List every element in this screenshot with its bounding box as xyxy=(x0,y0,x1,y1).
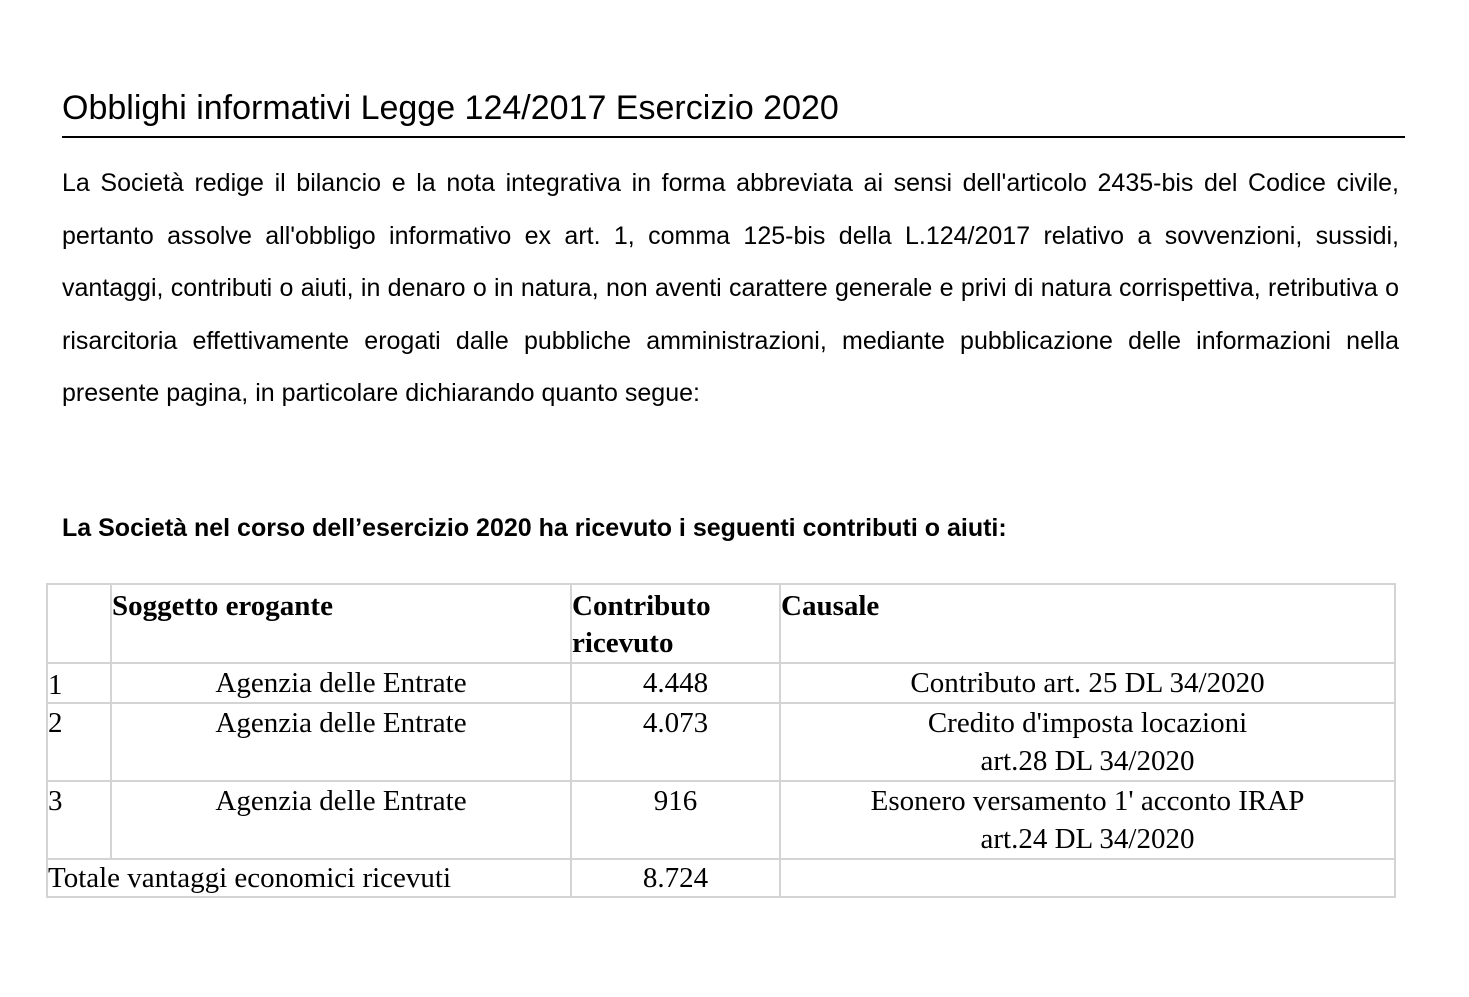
table-row xyxy=(47,781,1395,859)
row-cause: Credito d'imposta locazioni art.28 DL 34/2020 xyxy=(780,703,1395,781)
header-amount: Contributo ricevuto xyxy=(571,584,780,663)
header-cause: Causale xyxy=(780,584,1395,663)
row-subject: Agenzia delle Entrate xyxy=(111,703,571,781)
title-underline xyxy=(62,136,1405,138)
table-row xyxy=(47,663,1395,703)
header-subject: Soggetto erogante xyxy=(111,584,571,663)
page-title: Obblighi informativi Legge 124/2017 Esercizio 2020 xyxy=(62,89,839,127)
row-cause: Esonero versamento 1' acconto IRAP art.24 DL 34/2020 xyxy=(780,781,1395,859)
row-number: 3 xyxy=(47,781,111,859)
intro-paragraph: La Società redige il bilancio e la nota integrativa in forma abbreviata ai sensi dell'articolo 2435-bis del Codice civile, pertanto assolve all'obbligo informativo ex art. 1, comma 125-bis della L.124/2017 relativo a sovvenzioni, sussidi, vantaggi, contributi o aiuti, in denaro o in natura, non aventi carattere generale e privi di natura corrispettiva, retributiva o risarcitoria effettivamente erogati dalle pubbliche amministrazioni, mediante pubblicazione delle informazioni nella presente pagina, in particolare dichiarando quanto segue: xyxy=(62,169,1399,407)
contributions-subheading: La Società nel corso dell’esercizio 2020 ha ricevuto i seguenti contributi o aiuti: xyxy=(62,514,1007,542)
row-cause: Contributo art. 25 DL 34/2020 xyxy=(780,663,1395,703)
row-amount: 916 xyxy=(571,781,780,859)
total-label: Totale vantaggi economici ricevuti xyxy=(47,859,571,897)
row-number: 1 xyxy=(47,663,111,703)
header-number xyxy=(47,584,111,663)
row-subject: Agenzia delle Entrate xyxy=(111,663,571,703)
row-amount: 4.073 xyxy=(571,703,780,781)
row-amount: 4.448 xyxy=(571,663,780,703)
row-subject: Agenzia delle Entrate xyxy=(111,781,571,859)
total-row xyxy=(47,859,1395,897)
total-cause xyxy=(780,859,1395,897)
contributions-table xyxy=(46,583,1396,898)
total-amount: 8.724 xyxy=(571,859,780,897)
row-number: 2 xyxy=(47,703,111,781)
table-header-row xyxy=(47,584,1395,663)
table-row xyxy=(47,703,1395,781)
